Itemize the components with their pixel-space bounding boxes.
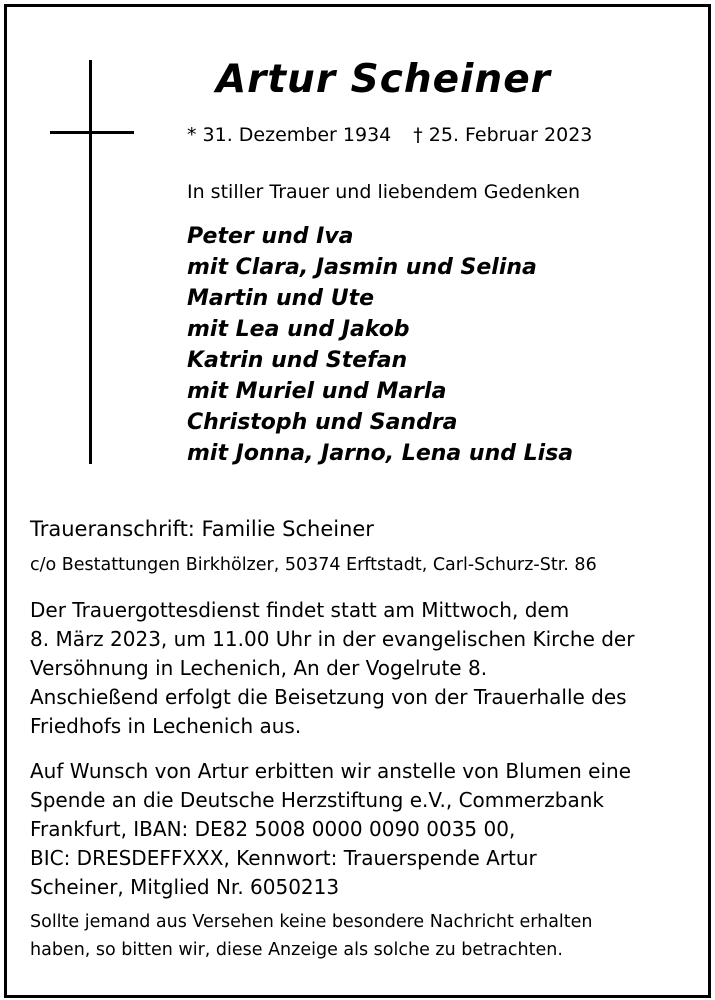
mourner-line: Martin und Ute: [187, 286, 374, 311]
donation-line: BIC: DRESDEFFXXX, Kennwort: Trauerspende Artur: [30, 846, 537, 870]
donation-line: Spende an die Deutsche Herzstiftung e.V., Commerzbank: [30, 788, 604, 812]
life-dates: [187, 124, 592, 146]
service-line: Versöhnung in Lechenich, An der Vogelrute 8.: [30, 656, 488, 680]
mourner-line: mit Jonna, Jarno, Lena und Lisa: [187, 441, 574, 466]
mourner-line: Christoph und Sandra: [187, 410, 458, 435]
notice-paragraph: [30, 908, 593, 964]
donation-paragraph: [30, 757, 631, 902]
notice-line: haben, so bitten wir, diese Anzeige als solche zu betrachten.: [30, 940, 563, 960]
service-line: 8. März 2023, um 11.00 Uhr in der evangelischen Kirche der: [30, 627, 635, 651]
deceased-name: Artur Scheiner: [216, 57, 551, 102]
service-paragraph: [30, 596, 634, 741]
mourning-intro: In stiller Trauer und liebendem Gedenken: [187, 181, 581, 203]
death-date: † 25. Februar 2023: [413, 124, 593, 146]
service-line: Anschießend erfolgt die Beisetzung von der Trauerhalle des: [30, 685, 627, 709]
mourning-address-line: c/o Bestattungen Birkhölzer, 50374 Erftstadt, Carl-Schurz-Str. 86: [30, 555, 597, 575]
mourner-line: mit Muriel und Marla: [187, 379, 447, 404]
mourning-address-label: Traueranschrift: Familie Scheiner: [30, 517, 374, 541]
mourners-list: [187, 221, 573, 469]
mourner-line: mit Lea und Jakob: [187, 317, 410, 342]
cross-icon-vertical-bar: [89, 60, 92, 464]
mourner-line: Peter und Iva: [187, 224, 354, 249]
donation-line: Auf Wunsch von Artur erbitten wir anstelle von Blumen eine: [30, 759, 632, 783]
mourner-line: mit Clara, Jasmin und Selina: [187, 255, 537, 280]
service-line: Der Trauergottesdienst findet statt am Mittwoch, dem: [30, 598, 570, 622]
notice-line: Sollte jemand aus Versehen keine besondere Nachricht erhalten: [30, 912, 593, 932]
service-line: Friedhofs in Lechenich aus.: [30, 714, 302, 738]
donation-line: Scheiner, Mitglied Nr. 6050213: [30, 875, 340, 899]
donation-line: Frankfurt, IBAN: DE82 5008 0000 0090 0035 00,: [30, 817, 516, 841]
cross-icon-horizontal-bar: [50, 131, 134, 134]
birth-date: * 31. Dezember 1934: [187, 124, 392, 146]
mourner-line: Katrin und Stefan: [187, 348, 408, 373]
